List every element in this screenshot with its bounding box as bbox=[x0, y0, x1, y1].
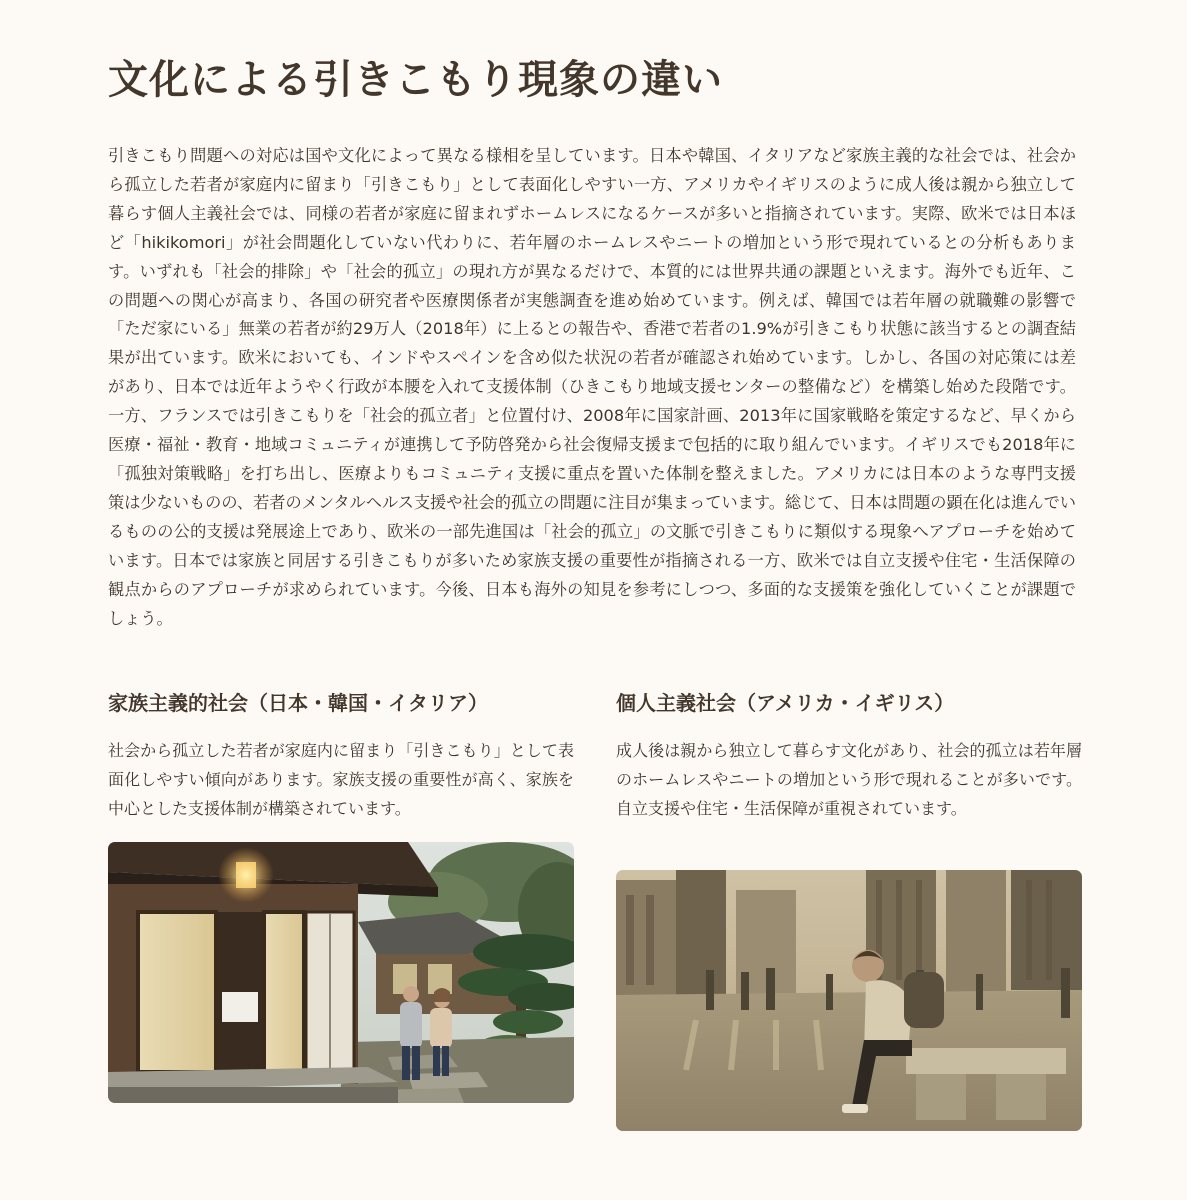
section-individualism bbox=[616, 686, 1082, 823]
city-street-photo bbox=[616, 870, 1082, 1131]
section-text-individualism: 成人後は親から独立して暮らす文化があり、社会的孤立は若年層のホームレスやニートの増加という形で現れることが多いです。自立支援や住宅・生活保障が重視されています。 bbox=[616, 741, 1082, 818]
section-familism bbox=[108, 686, 574, 823]
intro-paragraph: 引きこもり問題への対応は国や文化によって異なる様相を呈しています。日本や韓国、イタリアなど家族主義的な社会では、社会から孤立した若者が家庭内に留まり「引きこもり」として表面化しやすい一方、アメリカやイギリスのように成人後は親から独立して暮らす個人主義社会では、同様の若者が家庭に留まれずホームレスになるケースが多いと指摘されています。実際、欧米では日本ほど「hikikomori」が社会問題化していない代わりに、若年層のホームレスやニートの増加という形で現れているとの分析もあります。いずれも「社会的排除」や「社会的孤立」の現れ方が異なるだけで、本質的には世界共通の課題といえます。海外でも近年、この問題への関心が高まり、各国の研究者や医療関係者が実態調査を進め始めています。例えば、韓国では若年層の就職難の影響で「ただ家にいる」無業の若者が約29万人（2018年）に上るとの報告や、香港で若者の1.9%が引きこもり状態に該当するとの調査結果が出ています。欧米においても、インドやスペインを含め似た状況の若者が確認され始めています。しかし、各国の対応策には差があり、日本では近年ようやく行政が本腰を入れて支援体制（ひきこもり地域支援センターの整備など）を構築し始めた段階です。一方、フランスでは引きこもりを「社会的孤立者」と位置付け、2008年に国家計画、2013年に国家戦略を策定するなど、早くから医療・福祉・教育・地域コミュニティが連携して予防啓発から社会復帰支援まで包括的に取り組んでいます。イギリスでも2018年に「孤独対策戦略」を打ち出し、医療よりもコミュニティ支援に重点を置いた体制を整えました。アメリカには日本のような専門支援策は少ないものの、若者のメンタルヘルス支援や社会的孤立の問題に注目が集まっています。総じて、日本は問題の顕在化は進んでいるものの公的支援は発展途上であり、欧米の一部先進国は「社会的孤立」の文脈で引きこもりに類似する現象へアプローチを始めています。日本では家族と同居する引きこもりが多いため家族支援の重要性が指摘される一方、欧米では自立支援や住宅・生活保障の観点からのアプローチが求められています。今後、日本も海外の知見を参考にしつつ、多面的な支援策を強化していくことが課題でしょう。 bbox=[108, 146, 1076, 628]
section-text-familism: 社会から孤立した若者が家庭内に留まり「引きこもり」として表面化しやすい傾向があります。家族支援の重要性が高く、家族を中心とした支援体制が構築されています。 bbox=[108, 741, 574, 818]
japanese-house-photo bbox=[108, 842, 574, 1103]
section-heading-familism: 家族主義的社会（日本・韓国・イタリア） bbox=[108, 691, 488, 715]
page-title: 文化による引きこもり現象の違い bbox=[108, 57, 723, 103]
section-heading-individualism: 個人主義社会（アメリカ・イギリス） bbox=[616, 691, 955, 715]
